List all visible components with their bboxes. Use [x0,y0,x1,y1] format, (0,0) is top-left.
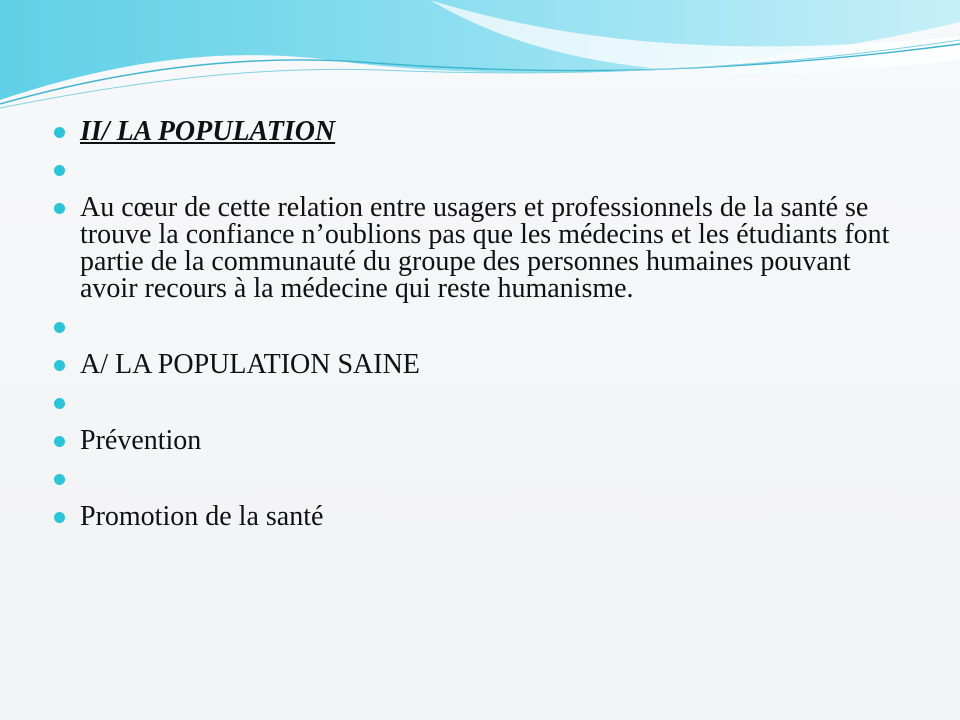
bullet-item-prevention [52,427,912,454]
bullet-dot [54,127,65,138]
slide-content [52,118,912,541]
bullet-dot [54,322,65,333]
bullet-item-heading [52,118,912,145]
bullet-text: Prévention [80,425,202,456]
bullet-dot [54,203,65,214]
bullet-item-empty [52,156,912,183]
bullet-item-paragraph [52,194,912,302]
bullet-item-empty [52,465,912,492]
bullet-item-empty [52,313,912,340]
bullet-text: Promotion de la santé [80,501,324,532]
bullet-dot [54,512,65,523]
bullet-dot [54,436,65,447]
bullet-dot [54,398,65,409]
section-heading: II/ LA POPULATION [80,116,336,147]
bullet-item-promotion [52,503,912,530]
bullet-paragraph-text: Au cœur de cette relation entre usagers et professionnels de la santé se trouve la confiance n’oublions pas que les médecins et les étudiants font partie de la communauté du groupe des personnes humaines pouvant avoir recours à la médecine qui reste humanisme. [80,192,890,304]
bullet-dot [54,165,65,176]
bullet-list [52,118,912,530]
subsection-heading: A/ LA POPULATION SAINE [80,349,420,380]
decorative-wave-banner [0,0,960,120]
bullet-dot [54,360,65,371]
bullet-item-empty [52,389,912,416]
bullet-dot [54,474,65,485]
bullet-item-subheading [52,351,912,378]
